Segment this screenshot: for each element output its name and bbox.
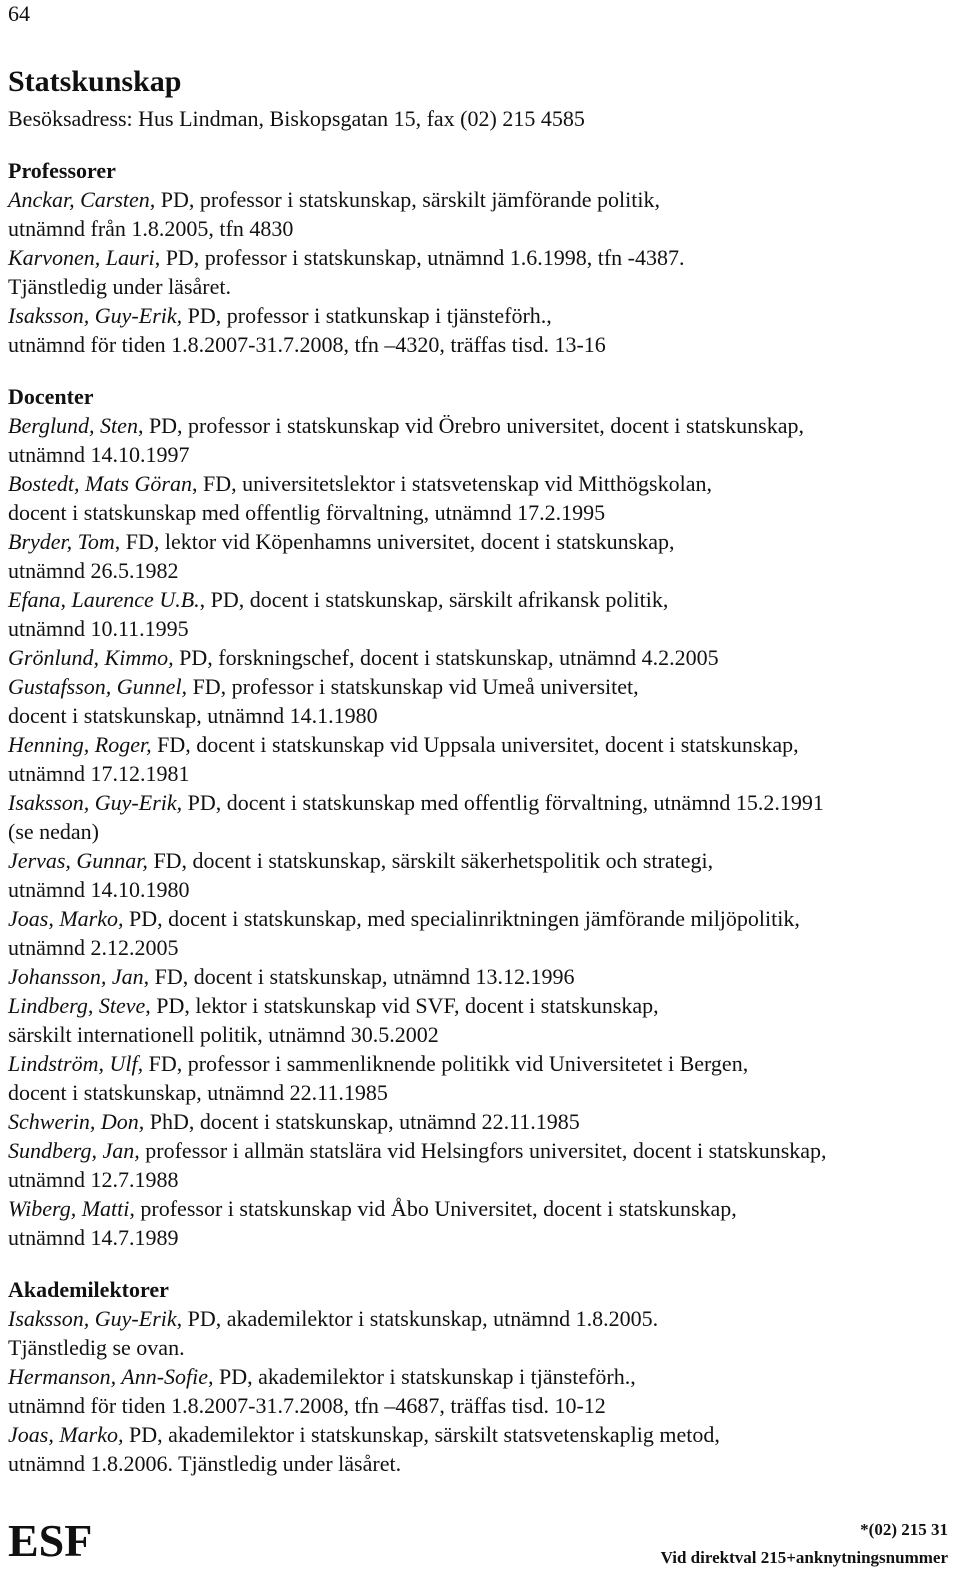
staff-details: utnämnd från 1.8.2005, tfn 4830 [8, 216, 294, 241]
staff-entry [8, 672, 953, 701]
staff-entry [8, 1420, 953, 1449]
staff-entry [8, 411, 953, 440]
staff-sections [8, 156, 953, 1478]
staff-details: FD, professor i statskunskap vid Umeå universitet, [187, 674, 639, 699]
staff-details: PD, professor i statkunskap i tjänsteförh., [182, 303, 552, 328]
staff-name: Johansson, Jan [8, 964, 144, 989]
page-title: Statskunskap [8, 65, 182, 98]
staff-details: FD, docent i statskunskap vid Uppsala universitet, docent i statskunskap, [151, 732, 799, 757]
staff-details: PD, akademilektor i statskunskap i tjänsteförh., [213, 1364, 636, 1389]
staff-name: Wiberg, Matti, [8, 1196, 135, 1221]
staff-entry [8, 1304, 953, 1333]
staff-details: PhD, docent i statskunskap, utnämnd 22.11.1985 [144, 1109, 580, 1134]
section-heading: Akademilektorer [8, 1277, 169, 1302]
staff-entry-continuation [8, 1020, 953, 1049]
staff-entry [8, 991, 953, 1020]
staff-details: FD, professor i sammenliknende politikk vid Universitetet i Bergen, [143, 1051, 749, 1076]
staff-entry [8, 1362, 953, 1391]
staff-entry-continuation [8, 330, 953, 359]
staff-name: Bostedt, Mats Göran [8, 471, 192, 496]
staff-name: Isaksson, Guy-Erik, [8, 303, 183, 328]
page-number: 64 [8, 1, 30, 26]
staff-details: , PD, professor i statskunskap vid Örebro universitet, docent i statskunskap, [137, 413, 804, 438]
visiting-address: Besöksadress: Hus Lindman, Biskopsgatan 15, fax (02) 215 4585 [8, 106, 585, 131]
staff-details: (se nedan) [8, 819, 100, 844]
staff-entry-continuation [8, 1333, 953, 1362]
section-docenter [8, 382, 953, 1252]
staff-details: professor i allmän statslära vid Helsingfors universitet, docent i statskunskap, [139, 1138, 827, 1163]
staff-details: utnämnd 17.12.1981 [8, 761, 190, 786]
footer-contact [661, 1516, 948, 1572]
staff-entry-continuation [8, 272, 953, 301]
staff-entry-continuation [8, 440, 953, 469]
staff-entry [8, 643, 953, 672]
staff-entry-continuation [8, 701, 953, 730]
staff-details: , PD, docent i statskunskap, särskilt afrikansk politik, [199, 587, 669, 612]
staff-entry [8, 730, 953, 759]
staff-details: utnämnd 14.10.1997 [8, 442, 190, 467]
staff-details: särskilt internationell politik, utnämnd 30.5.2002 [8, 1022, 439, 1047]
staff-entry [8, 1136, 953, 1165]
staff-details: utnämnd 14.10.1980 [8, 877, 190, 902]
staff-name: Grönlund, Kimmo, [8, 645, 174, 670]
staff-entry [8, 1049, 953, 1078]
staff-entry-continuation [8, 1449, 953, 1478]
staff-details: , PD, akademilektor i statskunskap, utnämnd 1.8.2005. [176, 1306, 659, 1331]
staff-details: docent i statskunskap med offentlig förvaltning, utnämnd 17.2.1995 [8, 500, 606, 525]
staff-entry [8, 788, 953, 817]
document-body [8, 64, 953, 1478]
staff-entry-continuation [8, 1391, 953, 1420]
section-heading: Professorer [8, 158, 116, 183]
footer-note: Vid direktval 215+anknytningsnummer [660, 1548, 948, 1567]
staff-details: PD, docent i statskunskap med offentlig förvaltning, utnämnd 15.2.1991 [182, 790, 824, 815]
staff-entry [8, 585, 953, 614]
staff-entry [8, 1194, 953, 1223]
staff-details: , PD, lektor i statskunskap vid SVF, docent i statskunskap, [145, 993, 659, 1018]
staff-entry [8, 962, 953, 991]
staff-name: Lindström, Ulf, [8, 1051, 144, 1076]
staff-name: Isaksson, Guy-Erik, [8, 790, 183, 815]
staff-entry-continuation [8, 933, 953, 962]
staff-entry [8, 1107, 953, 1136]
staff-details: utnämnd för tiden 1.8.2007-31.7.2008, tfn –4687, träffas tisd. 10-12 [8, 1393, 606, 1418]
staff-name: Henning, Roger, [8, 732, 152, 757]
staff-details: docent i statskunskap, utnämnd 14.1.1980 [8, 703, 378, 728]
staff-details: utnämnd 14.7.1989 [8, 1225, 179, 1250]
staff-entry [8, 301, 953, 330]
staff-name: Isaksson, Guy-Erik [8, 1306, 177, 1331]
staff-entry-continuation [8, 817, 953, 846]
esf-logo: ESF [8, 1515, 93, 1566]
staff-details: PD, docent i statskunskap, med specialinriktningen jämförande miljöpolitik, [123, 906, 800, 931]
staff-name: Joas, Marko, [8, 906, 124, 931]
staff-name: Jervas, Gunnar, [8, 848, 148, 873]
footer-phone: *(02) 215 31 [860, 1520, 948, 1539]
staff-name: Anckar, Carsten, [8, 187, 156, 212]
staff-entry [8, 527, 953, 556]
staff-details: utnämnd 12.7.1988 [8, 1167, 179, 1192]
staff-details: PD, professor i statskunskap, särskilt jämförande politik, [155, 187, 660, 212]
staff-entry-continuation [8, 1165, 953, 1194]
staff-entry-continuation [8, 498, 953, 527]
staff-name: Schwerin, Don, [8, 1109, 145, 1134]
staff-entry [8, 243, 953, 272]
staff-entry-continuation [8, 556, 953, 585]
staff-details: FD, docent i statskunskap, särskilt säkerhetspolitik och strategi, [147, 848, 714, 873]
staff-details: , FD, docent i statskunskap, utnämnd 13.12.1996 [143, 964, 575, 989]
staff-details: , FD, universitetslektor i statsvetenskap vid Mitthögskolan, [191, 471, 712, 496]
staff-details: docent i statskunskap, utnämnd 22.11.1985 [8, 1080, 388, 1105]
staff-name: Hermanson, Ann-Sofie, [8, 1364, 214, 1389]
section-heading: Docenter [8, 384, 94, 409]
staff-details: utnämnd 2.12.2005 [8, 935, 179, 960]
staff-entry-continuation [8, 214, 953, 243]
staff-name: Sundberg, Jan, [8, 1138, 140, 1163]
staff-name: Bryder, Tom [8, 529, 115, 554]
staff-entry-continuation [8, 1078, 953, 1107]
staff-entry [8, 846, 953, 875]
staff-details: utnämnd för tiden 1.8.2007-31.7.2008, tfn –4320, träffas tisd. 13-16 [8, 332, 606, 357]
staff-entry-continuation [8, 759, 953, 788]
staff-entry [8, 469, 953, 498]
staff-name: Joas, Marko, [8, 1422, 124, 1447]
staff-name: Lindberg, Steve [8, 993, 146, 1018]
staff-details: PD, akademilektor i statskunskap, särskilt statsvetenskaplig metod, [123, 1422, 720, 1447]
staff-entry [8, 185, 953, 214]
staff-entry-continuation [8, 875, 953, 904]
section-professorer [8, 156, 953, 359]
staff-details: utnämnd 10.11.1995 [8, 616, 189, 641]
staff-name: Berglund, Sten [8, 413, 138, 438]
staff-details: Tjänstledig se ovan. [8, 1335, 185, 1360]
staff-name: Efana, Laurence U.B. [8, 587, 200, 612]
staff-entry [8, 904, 953, 933]
staff-details: , FD, lektor vid Köpenhamns universitet, docent i statskunskap, [114, 529, 675, 554]
staff-details: PD, forskningschef, docent i statskunskap, utnämnd 4.2.2005 [173, 645, 719, 670]
staff-details: , PD, professor i statskunskap, utnämnd 1.6.1998, tfn -4387. [154, 245, 685, 270]
staff-details: utnämnd 26.5.1982 [8, 558, 179, 583]
staff-details: Tjänstledig under läsåret. [8, 274, 231, 299]
staff-details: utnämnd 1.8.2006. Tjänstledig under läsåret. [8, 1451, 402, 1476]
section-akademilektorer [8, 1275, 953, 1478]
staff-entry-continuation [8, 1223, 953, 1252]
staff-entry-continuation [8, 614, 953, 643]
staff-details: professor i statskunskap vid Åbo Universitet, docent i statskunskap, [134, 1196, 737, 1221]
staff-name: Karvonen, Lauri [8, 245, 155, 270]
staff-name: Gustafsson, Gunnel, [8, 674, 188, 699]
